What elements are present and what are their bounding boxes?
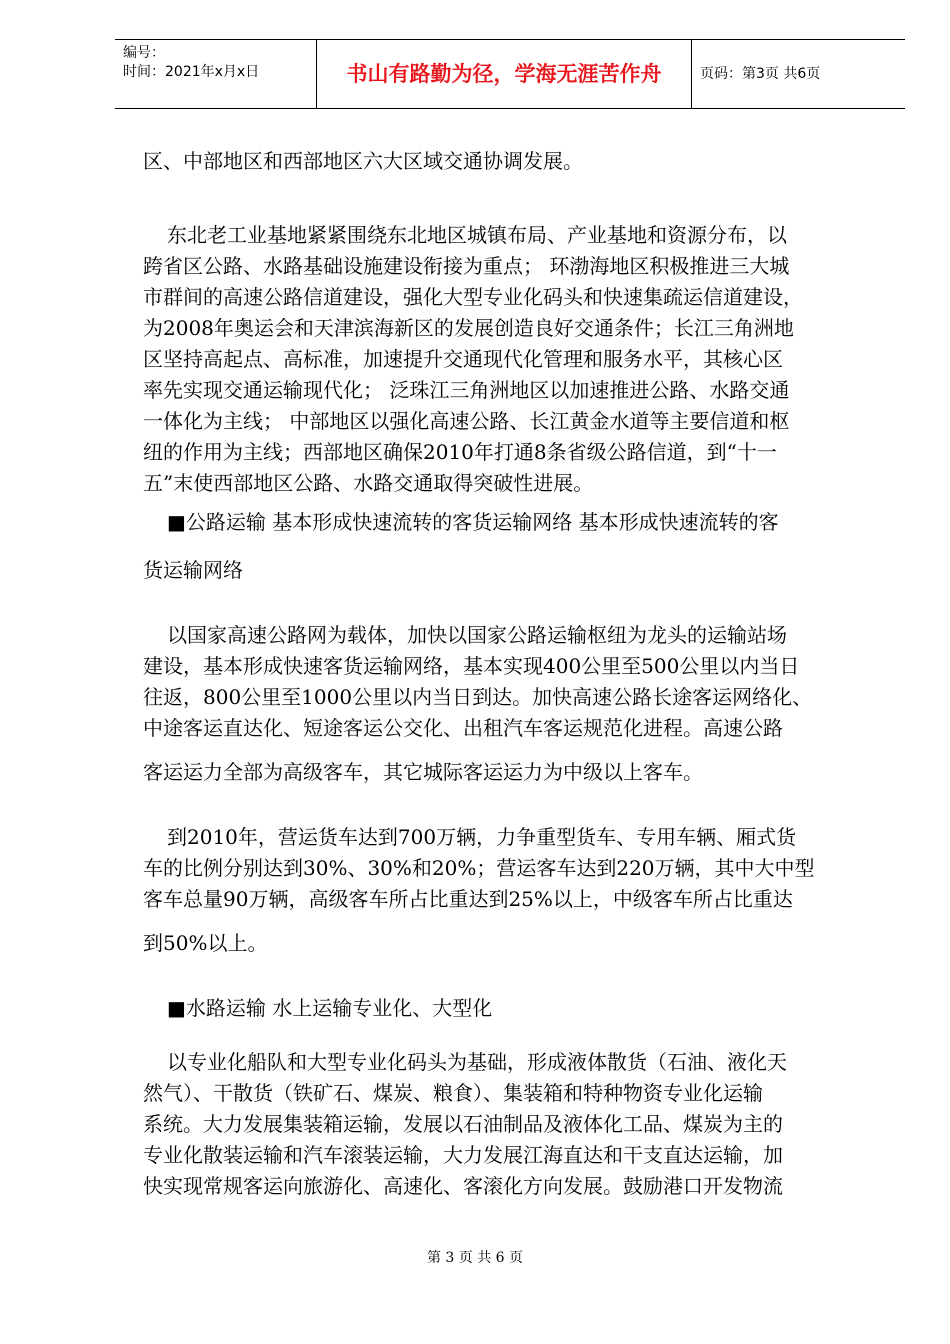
text-line: 纽的作用为主线；西部地区确保2010年打通8条省级公路信道，到“十一 <box>143 440 777 464</box>
text-line: 到50%以上。 <box>143 931 268 955</box>
text-line: 市群间的高速公路信道建设，强化大型专业化码头和快速集疏运信道建设， <box>143 285 803 309</box>
text-line: ■公路运输 基本形成快速流转的客货运输网络 基本形成快速流转的客 <box>167 510 779 534</box>
section-heading-road <box>143 507 878 586</box>
doc-number-label: 编号： <box>123 45 165 61</box>
header-meta-cell <box>115 40 316 108</box>
paragraph-road <box>143 620 878 788</box>
text-line: 车的比例分别达到30%、30%和20%；营运客车达到220万辆，其中大中型 <box>143 856 815 880</box>
page-footer: 第 3 页 共 6 页 <box>426 1250 524 1266</box>
text-line: 区、中部地区和西部地区六大区域交通协调发展。 <box>143 149 583 173</box>
paragraph-water <box>143 1047 878 1202</box>
text-line: 以国家高速公路网为载体，加快以国家公路运输枢纽为龙头的运输站场 <box>167 623 787 647</box>
text-line: 往返，800公里至1000公里以内当日到达。加快高速公路长途客运网络化、 <box>143 685 813 709</box>
page-header <box>115 39 905 109</box>
paragraph-vehicles <box>143 822 878 959</box>
text-line: 以专业化船队和大型专业化码头为基础，形成液体散货（石油、液化天 <box>167 1050 787 1074</box>
text-line: 货运输网络 <box>143 558 243 582</box>
section-heading-water <box>143 993 878 1024</box>
text-line: 东北老工业基地紧紧围绕东北地区城镇布局、产业基地和资源分布，以 <box>167 223 787 247</box>
header-page-label: 页码：第3页 共6页 <box>700 66 821 82</box>
text-line: 建设，基本形成快速客货运输网络，基本实现400公里至500公里以内当日 <box>143 654 800 678</box>
doc-time-label: 时间：2021年x月x日 <box>123 64 260 80</box>
text-line: 一体化为主线； 中部地区以强化高速公路、长江黄金水道等主要信道和枢 <box>143 409 790 433</box>
text-line: 中途客运直达化、短途客运公交化、出租汽车客运规范化进程。高速公路 <box>143 716 783 740</box>
text-line: 五”末使西部地区公路、水路交通取得突破性进展。 <box>143 471 594 495</box>
text-line: 跨省区公路、水路基础设施建设衔接为重点； 环渤海地区积极推进三大城 <box>143 254 790 278</box>
text-line: 快实现常规客运向旅游化、高速化、客滚化方向发展。鼓励港口开发物流 <box>143 1174 783 1198</box>
text-line: 为2008年奥运会和天津滨海新区的发展创造良好交通条件；长江三角洲地 <box>143 316 794 340</box>
text-line: 然气）、干散货（铁矿石、煤炭、粮食）、集装箱和特种物资专业化运输 <box>143 1081 763 1105</box>
text-line: 率先实现交通运输现代化； 泛珠江三角洲地区以加速推进公路、水路交通 <box>143 378 790 402</box>
text-line: 专业化散装运输和汽车滚装运输，大力发展江海直达和干支直达运输，加 <box>143 1143 783 1167</box>
text-line: 客车总量90万辆，高级客车所占比重达到25%以上，中级客车所占比重达 <box>143 887 793 911</box>
paragraph-continuation <box>143 146 878 177</box>
text-line: 客运运力全部为高级客车，其它城际客运运力为中级以上客车。 <box>143 760 703 784</box>
header-slogan: 书山有路勤为径，学海无涯苦作舟 <box>316 40 692 108</box>
text-line: 系统。大力发展集装箱运输，发展以石油制品及液体化工品、煤炭为主的 <box>143 1112 783 1136</box>
paragraph-regional <box>143 220 878 499</box>
text-line: 区坚持高起点、高标准，加速提升交通现代化管理和服务水平，其核心区 <box>143 347 783 371</box>
text-line: 到2010年，营运货车达到700万辆，力争重型货车、专用车辆、厢式货 <box>167 825 797 849</box>
text-line: ■水路运输 水上运输专业化、大型化 <box>167 996 493 1020</box>
